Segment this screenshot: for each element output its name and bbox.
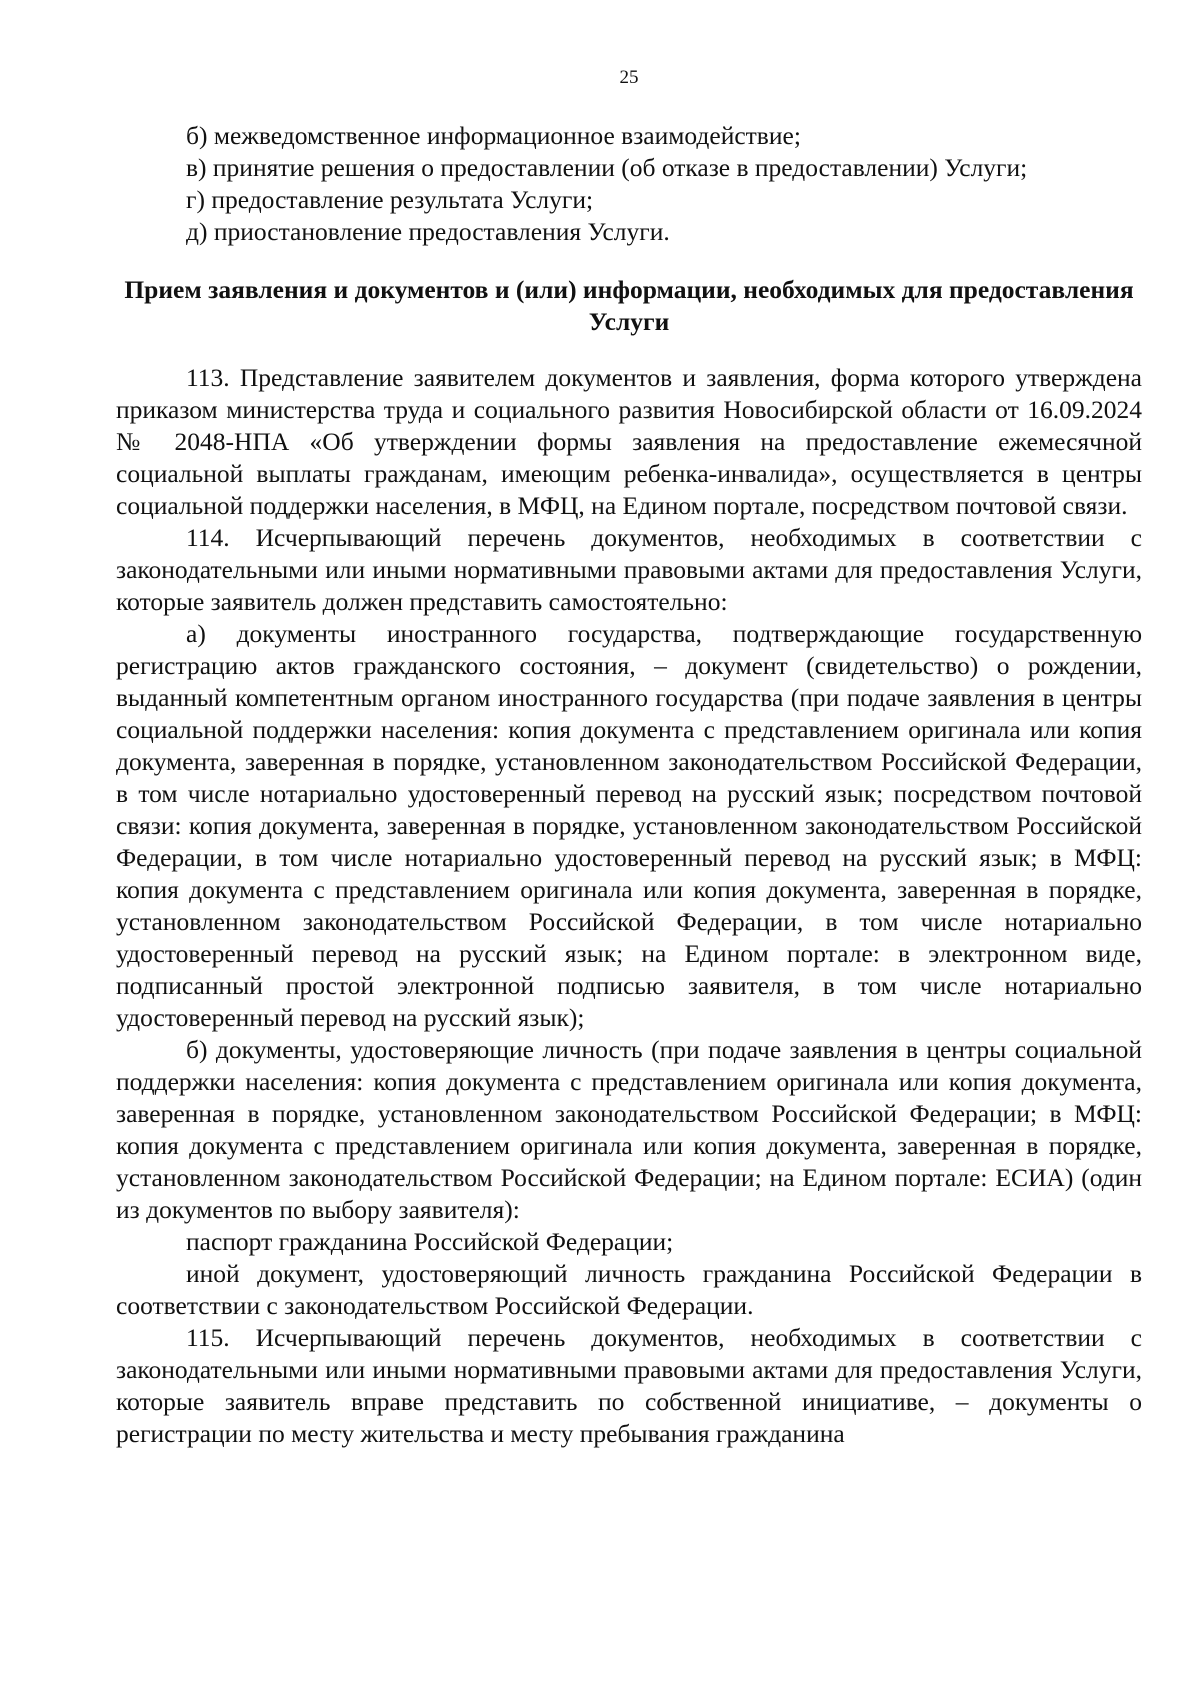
paragraph-114-a: а) документы иностранного государства, подтверждающие государственную регистрацию актов гражданского состояния, – документ (свидетельство) о рождении, выданный компетентным органом иностранного государства (при подаче заявления в центры социальной поддержки населения: копия документа с представлением оригинала или копия документа, заверенная в порядке, установленном законодательством Российской Федерации, в том числе нотариально удостоверенный перевод на русский язык; посредством почтовой связи: копия документа, заверенная в порядке, установленном законодательством Российской Федерации, в том числе нотариально удостоверенный перевод на русский язык; в МФЦ: копия документа с представлением оригинала или копия документа, заверенная в порядке, установленном законодательством Российской Федерации, в том числе нотариально удостоверенный перевод на русский язык; на Едином портале: в электронном виде, подписанный простой электронной подписью заявителя, в том числе нотариально удостоверенный перевод на русский язык); [116, 619, 1142, 1032]
list-item: д) приостановление предоставления Услуги. [186, 217, 670, 246]
paragraph-114: 114. Исчерпывающий перечень документов, необходимых в соответствии с законодательными или иными нормативными правовыми актами для предоставления Услуги, которые заявитель должен представить самостоятельно: [116, 523, 1142, 616]
list-item: б) межведомственное информационное взаимодействие; [186, 121, 801, 150]
page-number: 25 [619, 67, 639, 88]
paragraph-114-b-passport: паспорт гражданина Российской Федерации; [186, 1227, 674, 1256]
paragraph-114-b-other-id: иной документ, удостоверяющий личность гражданина Российской Федерации в соответствии с законодательством Российской Федерации. [116, 1259, 1142, 1320]
list-item: в) принятие решения о предоставлении (об отказе в предоставлении) Услуги; [186, 153, 1028, 182]
section-heading: Прием заявления и документов и (или) информации, необходимых для предоставления Услуги [124, 275, 1134, 336]
paragraph-113: 113. Представление заявителем документов и заявления, форма которого утверждена приказом министерства труда и социального развития Новосибирской области от 16.09.2024 № 2048-НПА «Об утверждении формы заявления на предоставление ежемесячной социальной выплаты гражданам, имеющим ребенка-инвалида», осуществляется в центры социальной поддержки населения, в МФЦ, на Едином портале, посредством почтовой связи. [116, 363, 1142, 520]
paragraph-115: 115. Исчерпывающий перечень документов, необходимых в соответствии с законодательными или иными нормативными правовыми актами для предоставления Услуги, которые заявитель вправе представить по собственной инициативе, – документы о регистрации по месту жительства и месту пребывания гражданина [116, 1323, 1142, 1448]
procedure-list [116, 120, 1142, 248]
list-item: г) предоставление результата Услуги; [186, 185, 594, 214]
paragraph-114-b: б) документы, удостоверяющие личность (при подаче заявления в центры социальной поддержки населения: копия документа с представлением оригинала или копия документа, заверенная в порядке, установленном законодательством Российской Федерации; в МФЦ: копия документа с представлением оригинала или копия документа, заверенная в порядке, установленном законодательством Российской Федерации; на Едином портале: ЕСИА) (один из документов по выбору заявителя): [116, 1035, 1142, 1224]
